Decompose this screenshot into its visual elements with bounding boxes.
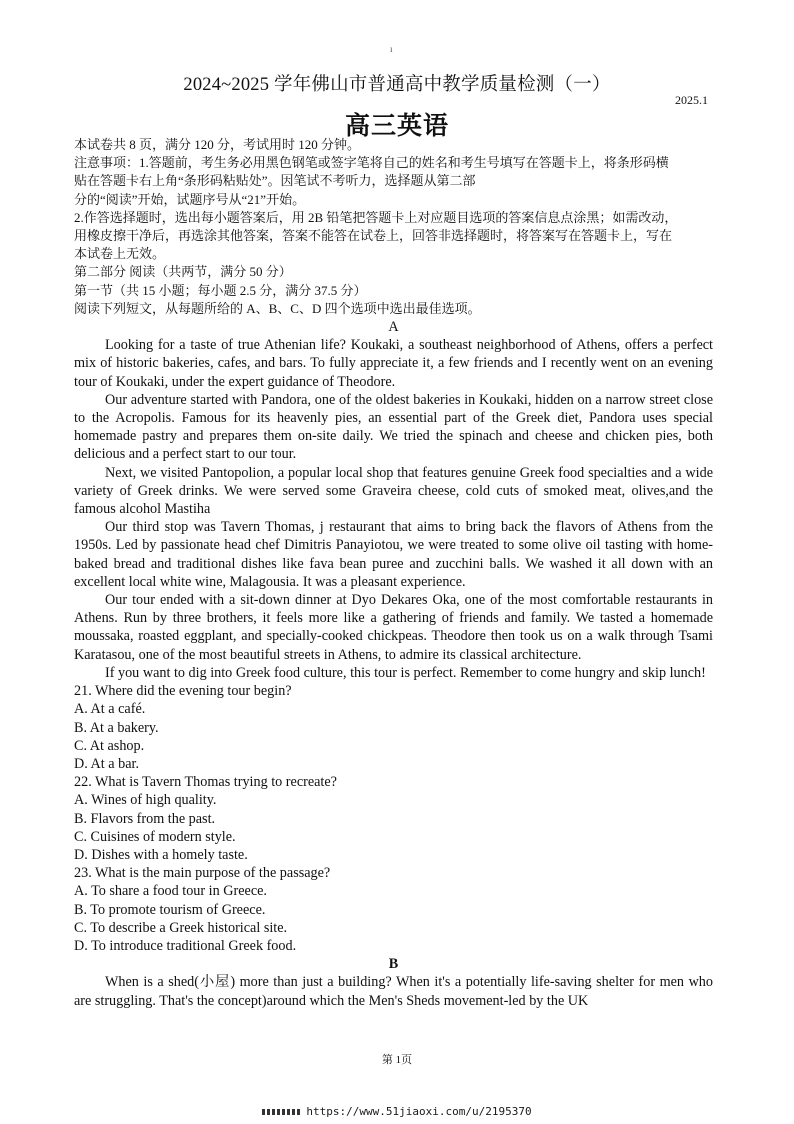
header-mark: ı (390, 44, 393, 54)
question-stem: 23. What is the main purpose of the passage? (74, 865, 331, 882)
intro-line: 2.作答选择题时，选出每小题答案后，用 2B 铅笔把答题卡上对应题目选项的答案信息点涂黑；如需改动， (74, 209, 678, 225)
intro-line: 本试卷上无效。 (74, 246, 166, 262)
answer-option: C. To describe a Greek historical site. (74, 919, 288, 936)
watermark-dots-icon (262, 1109, 300, 1115)
passage-a-paragraph: Our third stop was Tavern Thomas, j restaurant that aims to bring back the flavors of Athens from the 1950s. Led by passionate head chef Dimitris Panayiotou, we were treated to some olive oil tasting with home-baked bread and traditional dishes like fava bean puree and zucchini balls. We washed it all down with an excellent local white wine, Malagousia. It was a pleasant experience. (74, 519, 713, 590)
question-stem: 22. What is Tavern Thomas trying to recreate? (74, 774, 337, 791)
exam-date: 2025.1 (675, 93, 708, 107)
watermark (0, 1105, 794, 1118)
intro-line: 贴在答题卡右上角“条形码粘贴处”。因笔试不考听力，选择题从第二部 (74, 173, 476, 189)
answer-option: D. Dishes with a homely taste. (74, 846, 248, 863)
passage-a-paragraph: Our tour ended with a sit-down dinner at Dyo Dekares Oka, one of the most comfortable restaurants in Athens. Run by three brothers, it feels more like a gathering of friends and family. We tasted a homemade moussaka, roasted eggplant, and specially-cooked chickpeas. Theodore then took us on a walk through Tsami Karatasou, one of the most beautiful streets in Athens, to admire its classical architecture. (74, 592, 713, 663)
answer-option: C. At ashop. (74, 737, 145, 754)
passage-a-paragraph: Looking for a taste of true Athenian life? Koukaki, a southeast neighborhood of Athens, offers a perfect mix of historic bakeries, cafes, and bars. To fully appreciate it, a few friends and I recently went on an evening tour of Koukaki, under the expert guidance of Theodore. (74, 337, 713, 390)
intro-line: 分的“阅读”开始，试题序号从“21”开始。 (74, 191, 306, 207)
passage-a-label: A (388, 319, 399, 336)
section-heading: 第二部分 阅读（共两节，满分 50 分） (74, 264, 292, 280)
answer-option: A. To share a food tour in Greece. (74, 883, 267, 900)
intro-line: 注意事项：1.答题前，考生务必用黑色钢笔或签字笔将自己的姓名和考生号填写在答题卡上，将条形码横 (74, 155, 669, 171)
answer-option: B. To promote tourism of Greece. (74, 901, 266, 918)
passage-a-paragraph: Next, we visited Pantopolion, a popular local shop that features genuine Greek food specialties and a wide variety of Greek drinks. We were served some Graveira cheese, cold cuts of smoked meat, olives,and the famous alcohol Mastiha (74, 464, 713, 518)
watermark-url: https://www.51jiaoxi.com/u/2195370 (306, 1105, 532, 1118)
passage-b-label: B (388, 956, 399, 973)
answer-option: D. At a bar. (74, 755, 140, 772)
instructions: 阅读下列短文，从每题所给的 A、B、C、D 四个选项中选出最佳选项。 (74, 300, 481, 316)
passage-a-paragraph: Our adventure started with Pandora, one of the oldest bakeries in Koukaki, hidden on a narrow street close to the Acropolis. Famous for its heavenly pies, an essential part of the Greek diet, Pandora uses special homemade pastry and prepares them on-site daily. We tried the spinach and cheese and chicken pies, both delicious and a perfect start to our tour. (74, 391, 713, 463)
intro-line: 用橡皮擦干净后，再选涂其他答案，答案不能答在试卷上，回答非选择题时，将答案写在答题卡上，写在 (74, 228, 673, 244)
answer-option: B. Flavors from the past. (74, 810, 216, 827)
answer-option: A. At a café. (74, 701, 146, 718)
page-number: 第 1页 (381, 1054, 413, 1066)
passage-b-paragraph: When is a shed(小屋) more than just a building? When it's a potentially life-saving shelter for men who are struggling. That's the concept)around which the Men's Sheds movement-led by the UK (74, 974, 713, 1009)
question-stem: 21. Where did the evening tour begin? (74, 683, 292, 700)
answer-option: C. Cuisines of modern style. (74, 828, 236, 845)
subject-title: 高三英语 (344, 111, 449, 140)
exam-title: 2024~2025 学年佛山市普通高中教学质量检测（一） (183, 75, 611, 95)
intro-line: 本试卷共 8 页，满分 120 分，考试用时 120 分钟。 (74, 137, 361, 152)
answer-option: B. At a bakery. (74, 719, 159, 736)
document-body (74, 136, 713, 1010)
subsection-heading: 第一节（共 15 小题；每小题 2.5 分，满分 37.5 分） (74, 282, 367, 298)
answer-option: D. To introduce traditional Greek food. (74, 937, 297, 954)
answer-option: A. Wines of high quality. (74, 792, 217, 809)
passage-a-paragraph: If you want to dig into Greek food culture, this tour is perfect. Remember to come hungry and skip lunch! (105, 664, 706, 681)
